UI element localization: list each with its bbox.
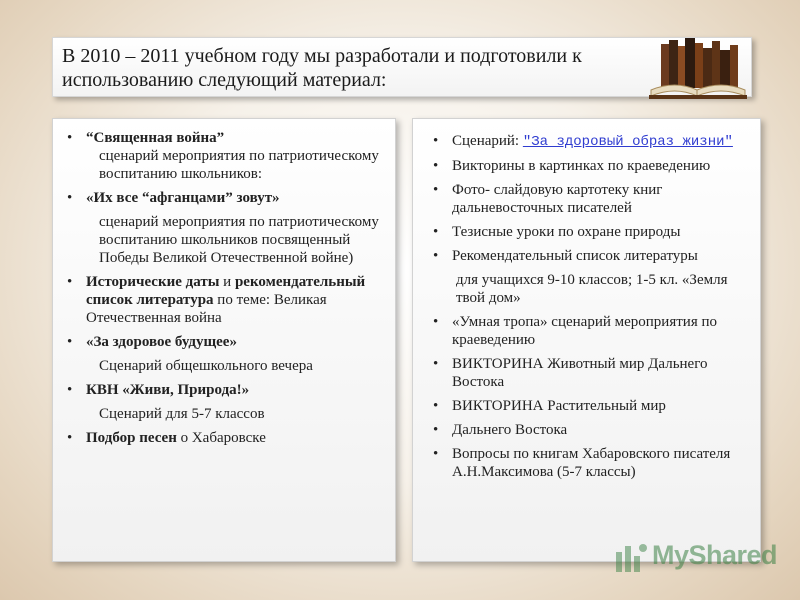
list-item (86, 381, 383, 399)
list-item: • ВИКТОРИНА Растительный мир (452, 397, 748, 415)
item-description: для учащихся 9-10 классов; 1-5 кл. «Земля твой дом» (456, 272, 728, 306)
list-item: • «Умная тропа» сценарий мероприятия по краеведению (452, 313, 748, 349)
list-item (86, 333, 383, 351)
left-list (53, 119, 395, 447)
list-item: • Тезисные уроки по охране природы (452, 223, 748, 241)
item-text: о Хабаровске (176, 430, 266, 446)
list-item: • Рекомендательный список литературы (452, 247, 748, 265)
title-line-2: использованию следующий материал: (62, 69, 387, 91)
list-item (86, 429, 383, 447)
item-title: КВН «Живи, Природа!» (86, 382, 250, 398)
item-title: «Их все “афганцами” зовут» (86, 190, 280, 206)
item-description: сценарий мероприятия по патриотическому воспитанию школьников: (99, 148, 379, 182)
item-title: “Священная война” (86, 130, 225, 146)
item-text: по теме: Великая Отечественная война (86, 292, 327, 326)
item-bold-text: Подбор песен (86, 430, 177, 446)
scenario-link[interactable]: "За здоровый образ жизни" (522, 134, 733, 150)
myshared-watermark (612, 540, 778, 576)
slide-title (62, 44, 652, 92)
list-item: • ВИКТОРИНА Животный мир Дальнего Востока (452, 355, 748, 391)
item-description: Сценарий для 5-7 классов (99, 406, 265, 422)
left-content-panel (52, 118, 396, 562)
list-item: • Дальнего Востока (452, 421, 748, 439)
right-list (413, 119, 760, 481)
myshared-logo-icon (612, 540, 650, 576)
item-bold-text: рекомендательный список литература (86, 274, 366, 308)
item-bold-text: Исторические даты (86, 274, 220, 290)
list-item: • Викторины в картинках по краеведению (452, 157, 748, 175)
list-item: • Вопросы по книгам Хабаровского писателя А.Н.Максимова (5-7 классы) (452, 445, 748, 481)
right-content-panel (412, 118, 761, 562)
item-description: сценарий мероприятия по патриотическому воспитанию школьников посвященный Победы Великой Отечественной войне) (99, 214, 379, 266)
list-item (86, 129, 383, 147)
title-box (52, 37, 752, 97)
list-item (452, 132, 748, 151)
list-item (86, 189, 383, 207)
item-text: Сценарий: (452, 133, 523, 149)
books-illustration-icon (647, 36, 749, 100)
list-item: • Фото- слайдовую картотеку книг дальневосточных писателей (452, 181, 748, 217)
watermark-text: MyShared (652, 540, 778, 570)
item-title: «За здоровое будущее» (86, 334, 237, 350)
list-item (86, 273, 383, 327)
item-text: и (219, 274, 235, 290)
title-line-1: В 2010 – 2011 учебном году мы разработали и подготовили к (62, 45, 582, 67)
item-description: Сценарий общешкольного вечера (99, 358, 313, 374)
